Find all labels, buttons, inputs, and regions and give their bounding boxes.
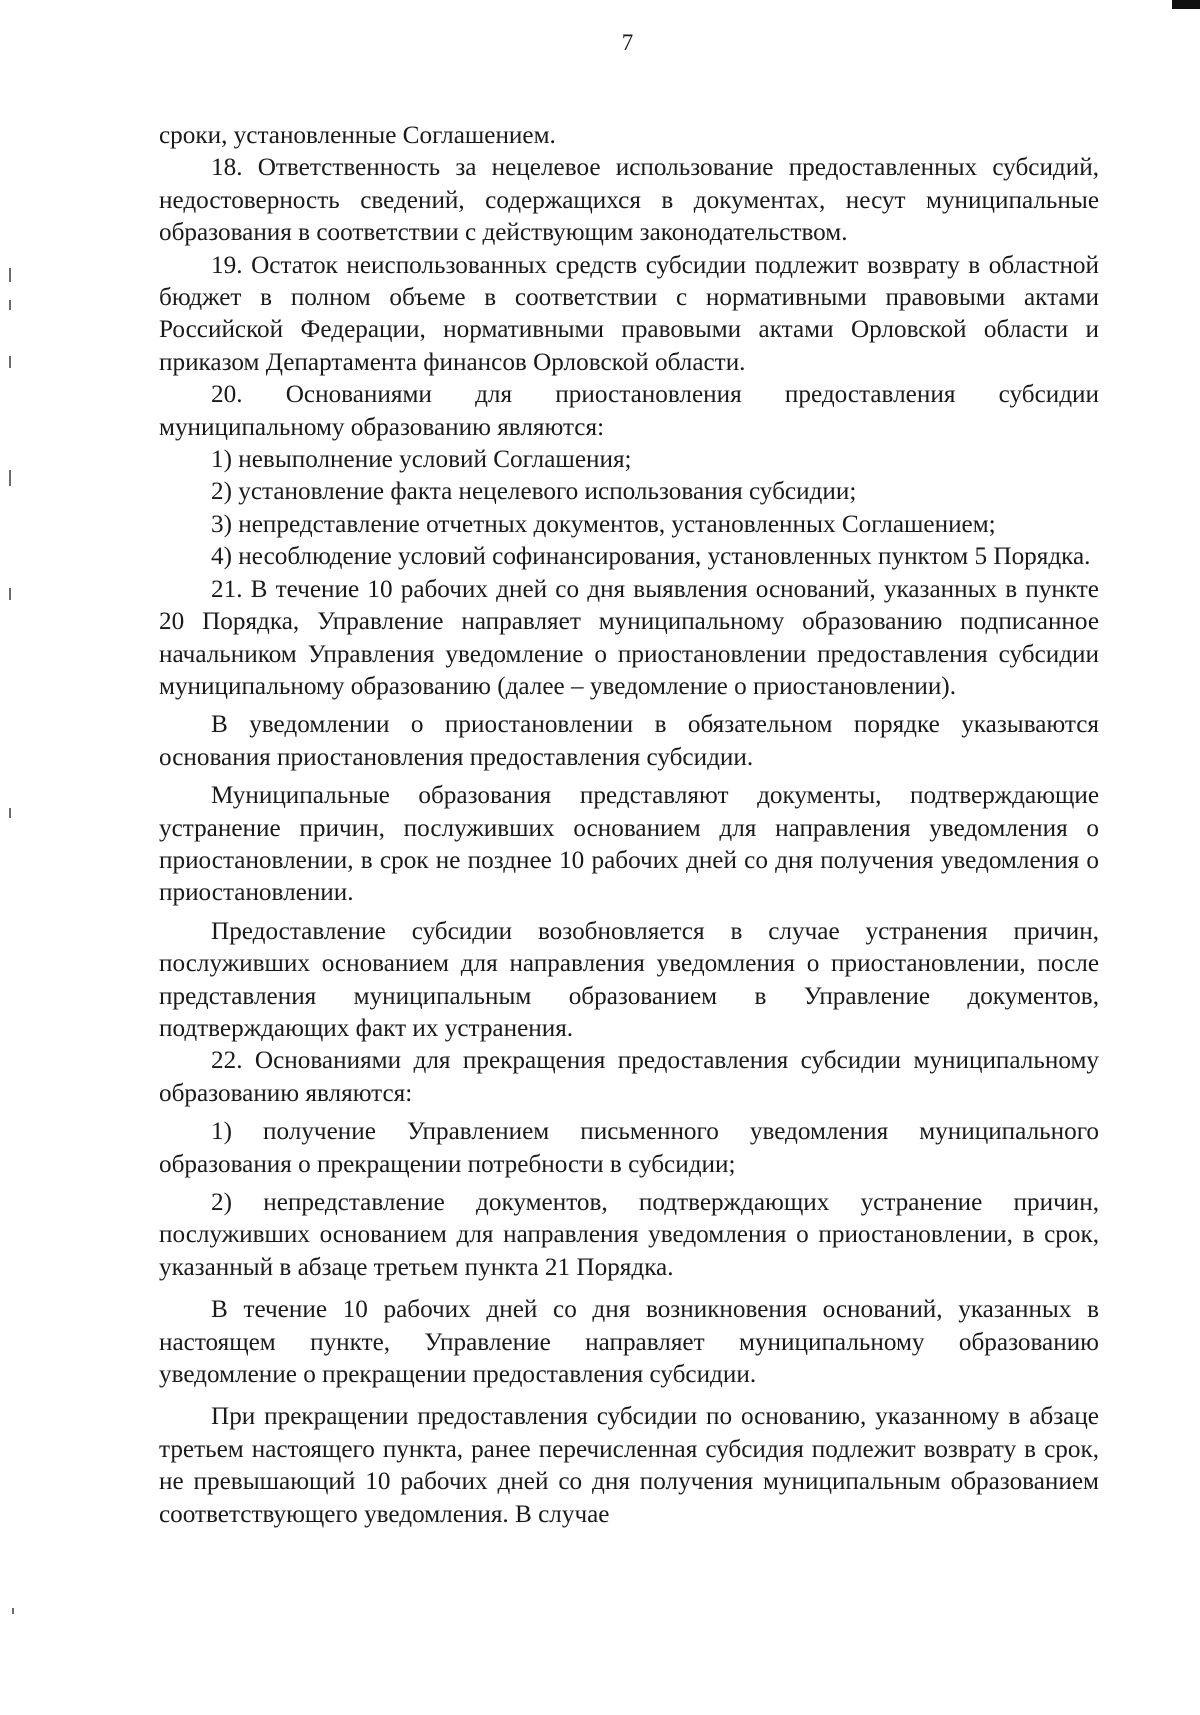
paragraph-22: 22. Основаниями для прекращения предоставления субсидии муниципальному образованию являются: <box>159 1047 1099 1107</box>
paragraph-continuation: сроки, установленные Соглашением. <box>159 122 556 149</box>
paragraph-19: 19. Остаток неиспользованных средств субсидии подлежит возврату в областной бюджет в полном объеме в соответствии с нормативными правовыми актами Российской Федерации, нормативными правовыми актами Орловской области и приказом Департамента финансов Орловской области. <box>159 251 1099 376</box>
document-body <box>159 120 1099 1531</box>
paragraph-18: 18. Ответственность за нецелевое использование предоставленных субсидий, недостоверность сведений, содержащихся в документах, несут муниципальные образования в соответствии с действующим законодательством. <box>159 154 1099 247</box>
paragraph-21-notice: В уведомлении о приостановлении в обязательном порядке указываются основания приостановления предоставления субсидии. <box>159 711 1099 771</box>
paragraph-21: 21. В течение 10 рабочих дней со дня выявления оснований, указанных в пункте 20 Порядка, Управление направляет муниципальному образованию подписанное начальником Управления уведомление о приостановлении предоставления субсидии муниципальному образованию (далее – уведомление о приостановлении). <box>159 575 1099 700</box>
list-item-20-3: 3) непредставление отчетных документов, установленных Соглашением; <box>211 510 996 538</box>
paragraph-20: 20. Основаниями для приостановления предоставления субсидии муниципальному образованию являются: <box>159 381 1099 441</box>
list-item-22-1: 1) получение Управлением письменного уведомления муниципального образования о прекращении потребности в субсидии; <box>159 1118 1099 1178</box>
list-item-20-1: 1) невыполнение условий Соглашения; <box>211 446 632 474</box>
list-item-20-2: 2) установление факта нецелевого использования субсидии; <box>211 478 857 506</box>
paragraph-21-resume: Предоставление субсидии возобновляется в случае устранения причин, послуживших основанием для направления уведомления о приостановлении, после представления муниципальным образованием в Управление документов, подтверждающих факт их устранения. <box>159 917 1099 1042</box>
paragraph-22-refund: При прекращении предоставления субсидии по основанию, указанному в абзаце третьем настоящего пункта, ранее перечисленная субсидия подлежит возврату в срок, не превышающий 10 рабочих дней со дня получения муниципальным образованием соответствующего уведомления. В случае <box>159 1403 1099 1528</box>
list-item-20-4: 4) несоблюдение условий софинансирования, установленных пунктом 5 Порядка. <box>211 543 1091 571</box>
page-number: 7 <box>621 30 634 55</box>
scan-edge-specks <box>0 0 40 1715</box>
paragraph-22-notice: В течение 10 рабочих дней со дня возникновения оснований, указанных в настоящем пункте, Управление направляет муниципальному образованию уведомление о прекращении предоставления субсидии. <box>159 1296 1099 1389</box>
scan-corner-mark <box>1172 0 1200 9</box>
list-item-22-2: 2) непредставление документов, подтверждающих устранение причин, послуживших основанием для направления уведомления о приостановлении, в срок, указанный в абзаце третьем пункта 21 Порядка. <box>159 1189 1099 1281</box>
paragraph-21-documents: Муниципальные образования представляют документы, подтверждающие устранение причин, послуживших основанием для направления уведомления о приостановлении, в срок не позднее 10 рабочих дней со дня получения уведомления о приостановлении. <box>159 782 1099 907</box>
